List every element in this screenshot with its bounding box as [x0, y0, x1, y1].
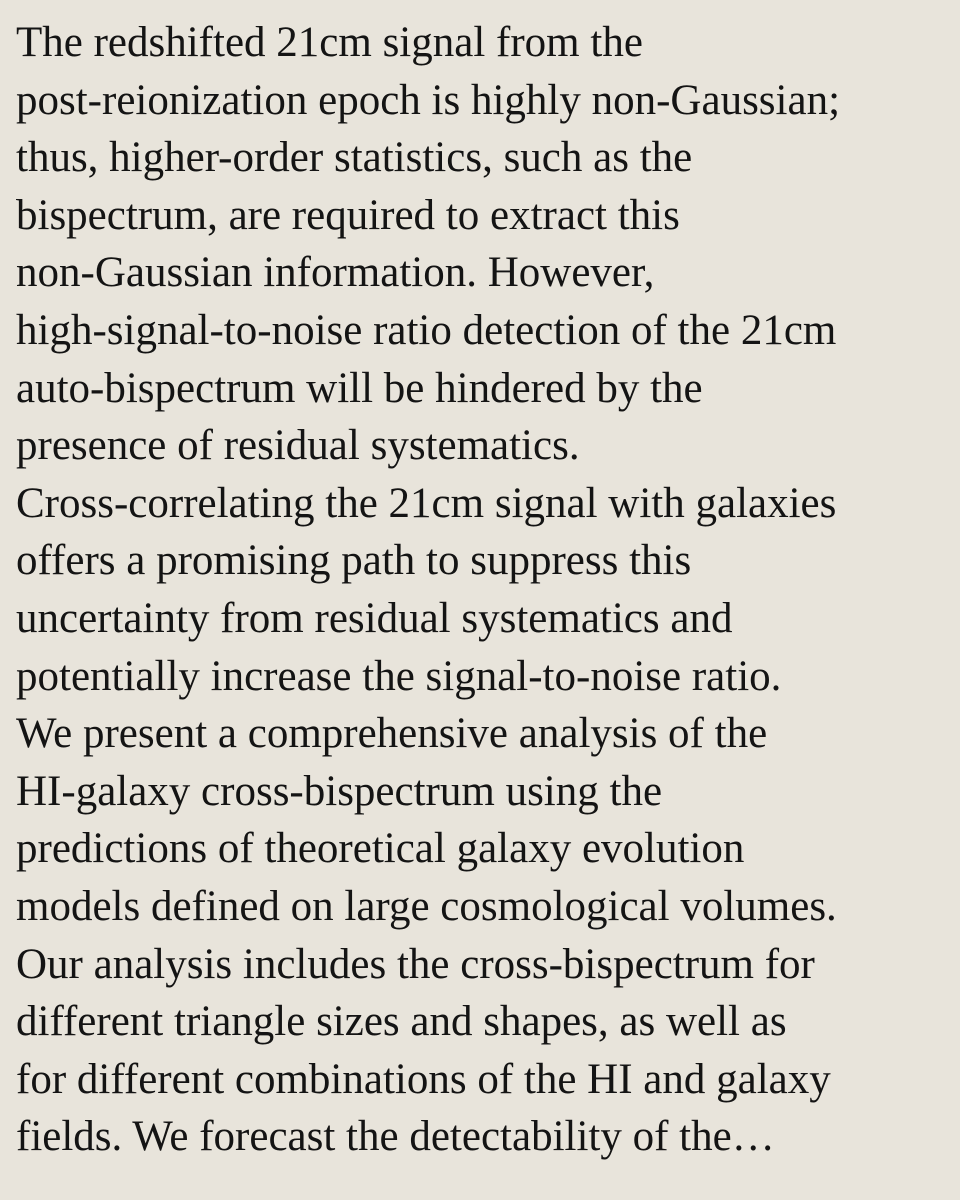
abstract-line-7: auto-bispectrum will be hindered by the: [16, 364, 703, 412]
abstract-line-6: high-signal-to-noise ratio detection of the 21cm: [16, 306, 837, 354]
abstract-line-1: The redshifted 21cm signal from the: [16, 19, 643, 66]
abstract-line-20: fields. We forecast the detectability of the…: [16, 1113, 775, 1161]
abstract-line-13: We present a comprehensive analysis of the: [16, 710, 768, 758]
abstract-line-11: uncertainty from residual systematics and: [16, 594, 733, 642]
abstract-line-9: Cross-correlating the 21cm signal with galaxies: [16, 479, 837, 527]
abstract-line-10: offers a promising path to suppress this: [16, 537, 692, 585]
abstract-line-8: presence of residual systematics.: [16, 422, 580, 470]
abstract-line-5: non-Gaussian information. However,: [16, 249, 655, 297]
abstract-line-17: Our analysis includes the cross-bispectrum for: [16, 940, 815, 988]
abstract-line-19: for different combinations of the HI and galaxy: [16, 1055, 831, 1103]
abstract-text: [16, 14, 946, 1166]
abstract-line-18: different triangle sizes and shapes, as well as: [16, 998, 787, 1046]
abstract-line-14: HI-galaxy cross-bispectrum using the: [16, 767, 663, 815]
abstract-line-12: potentially increase the signal-to-noise ratio.: [16, 652, 782, 700]
abstract-line-16: models defined on large cosmological volumes.: [16, 882, 837, 930]
abstract-line-2: post-reionization epoch is highly non-Gaussian;: [16, 76, 841, 124]
abstract-line-3: thus, higher-order statistics, such as the: [16, 134, 693, 182]
abstract-line-4: bispectrum, are required to extract this: [16, 191, 680, 239]
abstract-line-15: predictions of theoretical galaxy evolution: [16, 825, 745, 873]
